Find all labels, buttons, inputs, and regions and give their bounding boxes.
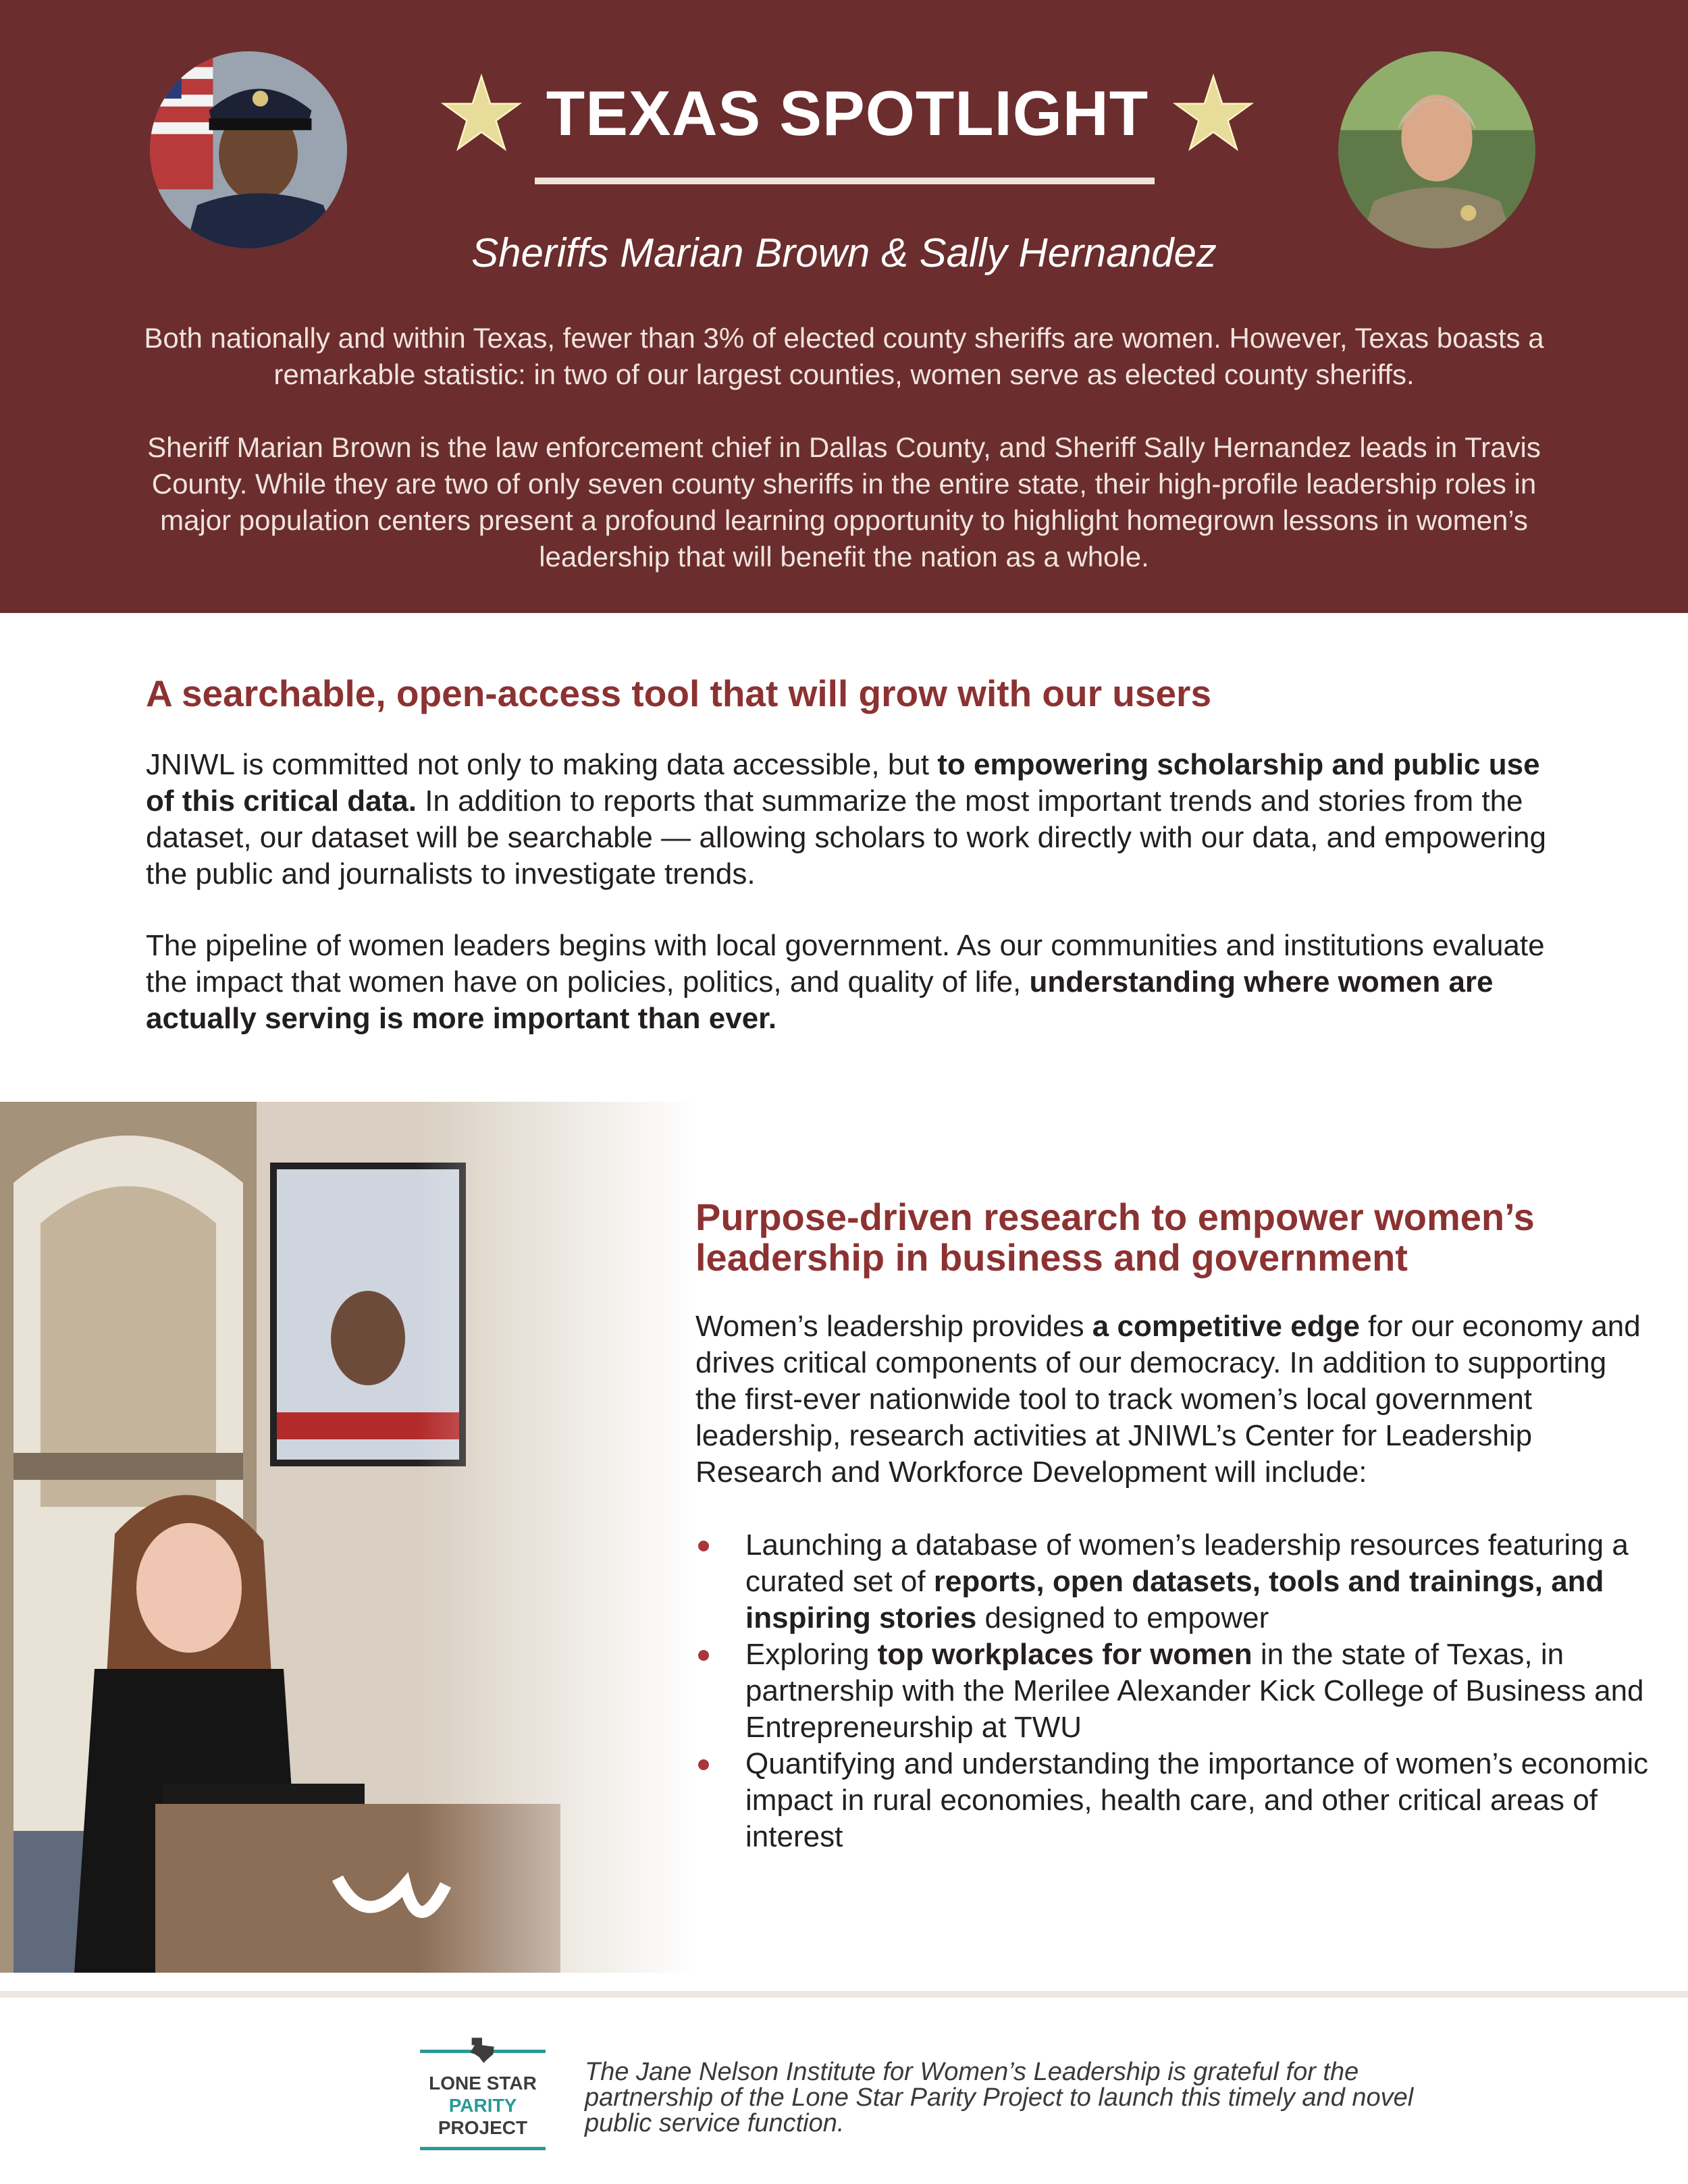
- list-item: [695, 1636, 1654, 1746]
- footer-divider: [0, 1991, 1688, 1998]
- logo-line-3: PROJECT: [438, 2117, 528, 2138]
- title-divider: [535, 178, 1155, 184]
- logo-line-2: PARITY: [448, 2095, 517, 2116]
- list-item: [695, 1746, 1654, 1855]
- text-run-bold: to empowering scholarship and public use of this critical data.: [146, 748, 1540, 818]
- star-icon: [441, 73, 522, 154]
- list-item: [695, 1527, 1654, 1636]
- search-tool-paragraph-1: [146, 747, 1557, 893]
- search-tool-paragraph-2: [146, 928, 1557, 1037]
- bullet-icon: [698, 1541, 709, 1551]
- text-run-bold: understanding where women are actually serving is more important than ever.: [146, 965, 1494, 1035]
- search-tool-heading: A searchable, open-access tool that will grow with our users: [146, 672, 1212, 714]
- text-run: for our economy and drives critical components of our democracy. In addition to supporting the first-ever nationwide tool to track women’s local government leadership, research activities at JNIWL’s Center for Leadership Research and Workforce Development will include:: [695, 1310, 1641, 1489]
- text-run: JNIWL is committed not only to making data accessible, but: [146, 748, 938, 781]
- text-run-bold: a competitive edge: [1092, 1310, 1360, 1343]
- text-run: in the state of Texas, in partnership with the Merilee Alexander Kick College of Business and Entrepreneurship at TWU: [745, 1638, 1644, 1744]
- banner-paragraph-1: Both nationally and within Texas, fewer than 3% of elected county sheriffs are women. However, Texas boasts a remarkable statistic: in two of our largest counties, women serve as elected county sheriffs.: [144, 322, 1544, 390]
- lone-star-parity-logo: [420, 2037, 546, 2151]
- bullet-icon: [698, 1650, 709, 1661]
- page-title: TEXAS SPOTLIGHT: [546, 78, 1149, 149]
- spotlight-banner: [0, 0, 1688, 613]
- sheriff-hernandez-portrait: [1338, 51, 1535, 248]
- text-run: Women’s leadership provides: [695, 1310, 1092, 1343]
- research-heading: Purpose-driven research to empower women’s leadership in business and government: [695, 1196, 1535, 1279]
- text-run: Quantifying and understanding the importance of women’s economic impact in rural economies, health care, and other critical areas of interest: [745, 1747, 1649, 1853]
- text-run: Exploring: [745, 1638, 878, 1671]
- title-row: [432, 59, 1263, 167]
- logo-rule: [420, 2147, 546, 2150]
- text-run-bold: top workplaces for women: [877, 1638, 1252, 1671]
- texas-map-icon: [467, 2035, 497, 2065]
- research-paragraph: [695, 1308, 1654, 1491]
- banner-paragraph-2: Sheriff Marian Brown is the law enforcement chief in Dallas County, and Sheriff Sally Hernandez leads in Travis County. While they are two of only seven county sheriffs in the entire state, their high-profile leadership roles in major population centers present a profound learning opportunity to highlight homegrown lessons in women’s leadership that will benefit the nation as a whole.: [147, 431, 1541, 572]
- sheriff-brown-portrait: [150, 51, 347, 248]
- footer-acknowledgement: The Jane Nelson Institute for Women’s Leadership is grateful for the partnership of the Lone Star Parity Project to launch this timely and novel public service function.: [585, 2058, 1414, 2137]
- text-run: designed to empower: [976, 1601, 1269, 1634]
- star-icon: [1173, 73, 1254, 154]
- text-run: In addition to reports that summarize the most important trends and stories from the dataset, our dataset will be searchable — allowing scholars to work directly with our data, and empowering the public and journalists to investigate trends.: [146, 784, 1546, 890]
- research-activities-list: [695, 1527, 1654, 1855]
- text-run: Launching a database of women’s leadership resources featuring a curated set of: [745, 1528, 1629, 1598]
- student-kiosk-photo: [0, 1102, 695, 1973]
- bullet-icon: [698, 1759, 709, 1770]
- text-run: The pipeline of women leaders begins with local government. As our communities and institutions evaluate the impact that women have on policies, politics, and quality of life,: [146, 929, 1545, 998]
- banner-subtitle: Sheriffs Marian Brown & Sally Hernandez: [471, 230, 1217, 275]
- logo-line-1: LONE STAR: [429, 2073, 537, 2094]
- text-run-bold: reports, open datasets, tools and trainings, and inspiring stories: [745, 1565, 1604, 1634]
